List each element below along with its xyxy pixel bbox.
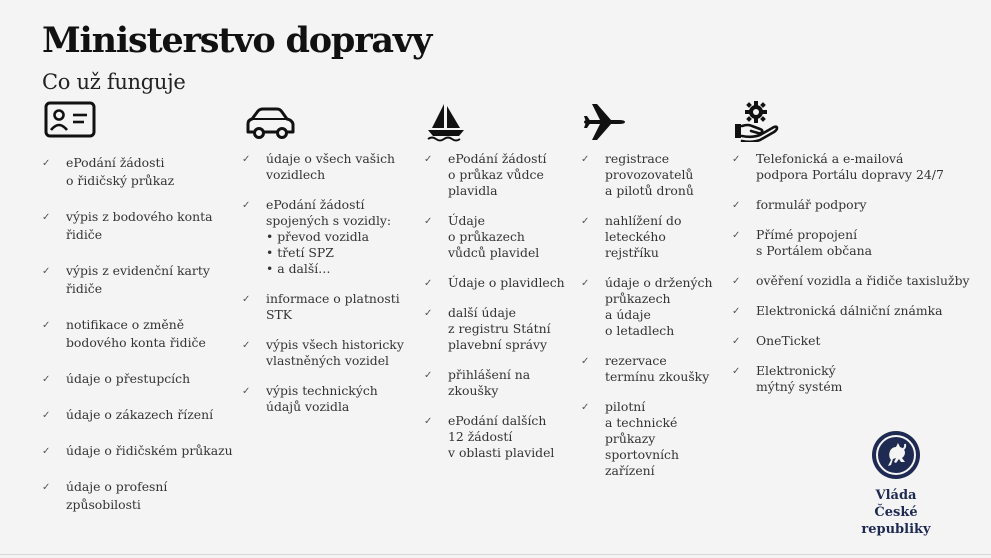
check-icon: ✓ bbox=[42, 266, 51, 277]
check-icon: ✓ bbox=[732, 306, 741, 317]
list-item: ✓ ePodání dalších 12 žádostí v oblasti plavidel bbox=[424, 413, 555, 460]
check-icon: ✓ bbox=[42, 374, 51, 385]
list-item: ✓ Přímé propojení s Portálem občana bbox=[732, 227, 872, 258]
list-item: ✓ rezervace termínu zkoušky bbox=[581, 353, 710, 384]
check-icon: ✓ bbox=[424, 154, 433, 165]
check-icon: ✓ bbox=[42, 158, 51, 169]
list-item: ✓ údaje o zákazech řízení bbox=[42, 406, 233, 424]
list-item: ✓ přihlášení na zkoušky bbox=[424, 367, 531, 398]
check-icon: ✓ bbox=[581, 402, 590, 413]
list-item: ✓ Údaje o plavidlech bbox=[424, 275, 565, 290]
check-icon: ✓ bbox=[42, 482, 51, 493]
list-item: ✓ údaje o všech vašich vozidlech bbox=[242, 151, 395, 182]
check-icon: ✓ bbox=[581, 154, 590, 165]
check-icon: ✓ bbox=[424, 278, 433, 289]
list-item: ✓ ePodání žádosti o řidičský průkaz bbox=[42, 155, 175, 188]
list-item: ✓ informace o platnosti STK bbox=[242, 291, 400, 322]
government-logo bbox=[840, 430, 952, 538]
list-item: ✓ údaje o řidičském průkazu bbox=[42, 442, 233, 460]
list-item: ✓ výpis z evidenční karty řidiče bbox=[42, 263, 210, 296]
list-item: ✓ pilotní a technické průkazy sportovních zařízení bbox=[581, 399, 679, 478]
check-icon: ✓ bbox=[242, 294, 251, 305]
list-item: ✓ údaje o profesní způsobilosti bbox=[42, 479, 168, 512]
list-item: ✓ ePodání žádostí spojených s vozidly: • převod vozidla • třetí SPZ • a další… bbox=[242, 197, 392, 276]
check-icon: ✓ bbox=[242, 154, 251, 165]
check-icon: ✓ bbox=[732, 200, 741, 211]
list-vehicles bbox=[242, 151, 404, 429]
list-item: ✓ údaje o přestupcích bbox=[42, 370, 233, 388]
list-item: ✓ Elektronický mýtný systém bbox=[732, 363, 843, 394]
czech-lion-emblem-icon bbox=[871, 430, 921, 480]
check-icon: ✓ bbox=[42, 212, 51, 223]
list-item: ✓ nahlížení do leteckého rejstříku bbox=[581, 213, 682, 260]
check-icon: ✓ bbox=[581, 278, 590, 289]
check-icon: ✓ bbox=[242, 340, 251, 351]
list-item: ✓ další údaje z registru Státní plavební správy bbox=[424, 305, 551, 352]
list-vessels bbox=[424, 151, 565, 475]
check-icon: ✓ bbox=[42, 446, 51, 457]
list-item: ✓ ověření vozidla a řidiče taxislužby bbox=[732, 273, 970, 288]
check-icon: ✓ bbox=[732, 154, 741, 165]
check-icon: ✓ bbox=[732, 336, 741, 347]
page-title: Ministerstvo dopravy bbox=[42, 20, 432, 61]
list-item: ✓ ePodání žádostí o průkaz vůdce plavidla bbox=[424, 151, 547, 198]
airplane-icon bbox=[581, 100, 629, 144]
list-item: ✓ Údaje o průkazech vůdců plavidel bbox=[424, 213, 540, 260]
list-item: ✓ Telefonická a e-mailová podpora Portálu dopravy 24/7 bbox=[732, 151, 944, 182]
check-icon: ✓ bbox=[581, 356, 590, 367]
list-driver bbox=[42, 154, 233, 532]
government-logo-text: Vláda České republiky bbox=[861, 488, 931, 537]
check-icon: ✓ bbox=[581, 216, 590, 227]
list-item: ✓ výpis technických údajů vozidla bbox=[242, 383, 378, 414]
list-item: ✓ výpis všech historicky vlastněných vozidel bbox=[242, 337, 404, 368]
check-icon: ✓ bbox=[424, 370, 433, 381]
list-item: ✓ výpis z bodového konta řidiče bbox=[42, 209, 213, 242]
check-icon: ✓ bbox=[242, 200, 251, 211]
sailboat-icon bbox=[424, 100, 468, 144]
check-icon: ✓ bbox=[732, 276, 741, 287]
check-icon: ✓ bbox=[424, 416, 433, 427]
list-item: ✓ registrace provozovatelů a pilotů dronů bbox=[581, 151, 694, 198]
page-subtitle: Co už funguje bbox=[42, 70, 186, 94]
check-icon: ✓ bbox=[242, 386, 251, 397]
car-icon bbox=[242, 100, 298, 142]
check-icon: ✓ bbox=[732, 366, 741, 377]
list-item: ✓ Elektronická dálniční známka bbox=[732, 303, 943, 318]
list-item: ✓ notifikace o změně bodového konta řidiče bbox=[42, 317, 206, 350]
list-support bbox=[732, 151, 970, 409]
list-item: ✓ formulář podpory bbox=[732, 197, 867, 212]
check-icon: ✓ bbox=[42, 410, 51, 421]
check-icon: ✓ bbox=[424, 216, 433, 227]
check-icon: ✓ bbox=[42, 320, 51, 331]
check-icon: ✓ bbox=[424, 308, 433, 319]
list-item: ✓ OneTicket bbox=[732, 333, 821, 348]
check-icon: ✓ bbox=[732, 230, 741, 241]
bottom-divider bbox=[0, 554, 991, 555]
hand-gear-icon bbox=[732, 100, 780, 142]
list-aviation bbox=[581, 151, 712, 493]
driver-license-icon bbox=[42, 100, 98, 140]
list-item: ✓ údaje o držených průkazech a údaje o letadlech bbox=[581, 275, 713, 338]
